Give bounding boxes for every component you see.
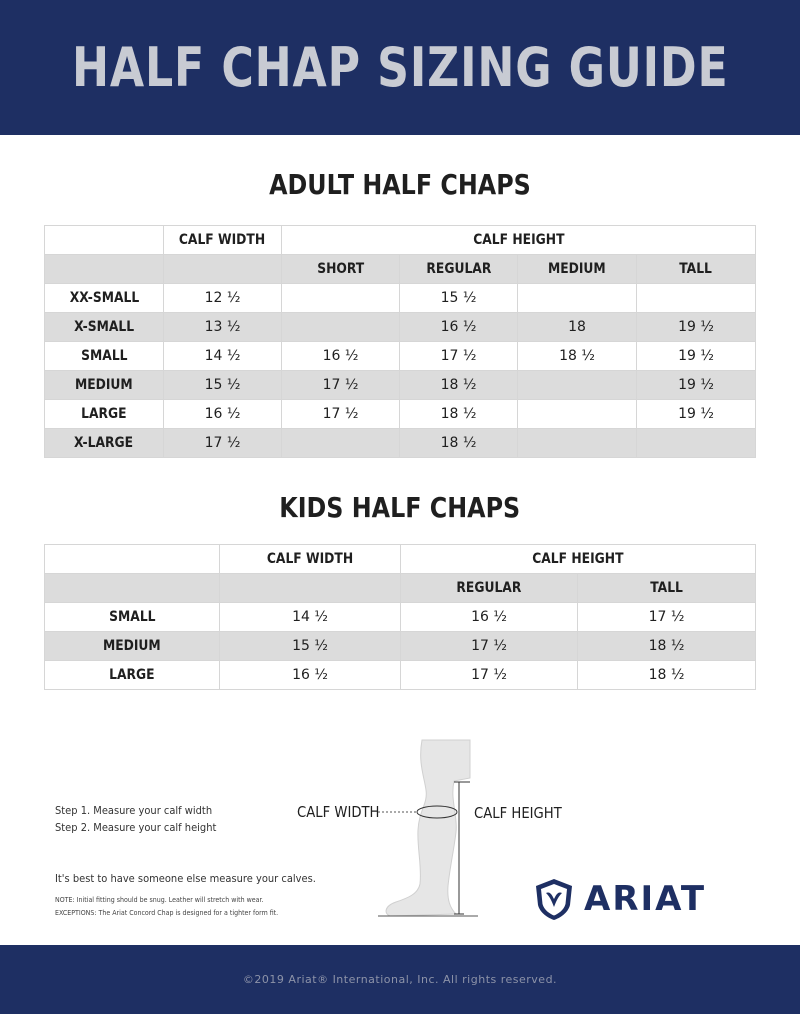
table-cell <box>164 255 282 284</box>
row-label: MEDIUM <box>45 371 164 400</box>
table-cell: 18 ½ <box>400 371 518 400</box>
row-label: SMALL <box>45 342 164 371</box>
exceptions-note: EXCEPTIONS: The Ariat Concord Chap is designed for a tighter form fit. <box>55 909 279 917</box>
column-header-regular: REGULAR <box>401 574 578 603</box>
table-cell <box>45 545 220 574</box>
adult-section-title: ADULT HALF CHAPS <box>269 168 531 201</box>
table-cell <box>518 284 637 313</box>
table-cell <box>45 255 164 284</box>
column-header-calf-width: CALF WIDTH <box>220 545 401 574</box>
table-cell: 18 <box>518 313 637 342</box>
table-cell <box>637 284 756 313</box>
table-row <box>45 603 756 632</box>
row-label: X-SMALL <box>45 313 164 342</box>
row-label: MEDIUM <box>45 632 220 661</box>
table-cell: 17 ½ <box>401 632 578 661</box>
table-cell: 18 ½ <box>578 661 756 690</box>
column-header-medium: MEDIUM <box>518 255 637 284</box>
table-row <box>45 342 756 371</box>
table-cell: 18 ½ <box>578 632 756 661</box>
table-cell: 19 ½ <box>637 342 756 371</box>
table-cell: 15 ½ <box>164 371 282 400</box>
table-cell: 19 ½ <box>637 371 756 400</box>
table-cell <box>282 313 400 342</box>
ariat-shield-icon <box>532 877 576 921</box>
table-header-row <box>45 226 756 255</box>
column-header-tall: TALL <box>637 255 756 284</box>
calf-height-label: CALF HEIGHT <box>474 804 562 822</box>
table-cell: 17 ½ <box>164 429 282 458</box>
table-cell: 16 ½ <box>401 603 578 632</box>
table-cell: 17 ½ <box>400 342 518 371</box>
leg-measurement-illustration <box>370 738 480 923</box>
column-header-short: SHORT <box>282 255 400 284</box>
table-cell <box>282 429 400 458</box>
row-label: LARGE <box>45 661 220 690</box>
adult-sizing-table <box>44 225 756 458</box>
table-cell: 16 ½ <box>164 400 282 429</box>
table-cell: 15 ½ <box>400 284 518 313</box>
page-header <box>0 0 800 135</box>
table-cell <box>220 574 401 603</box>
table-cell: 14 ½ <box>164 342 282 371</box>
table-cell: 15 ½ <box>220 632 401 661</box>
table-row <box>45 284 756 313</box>
ariat-logo <box>532 874 747 924</box>
table-cell: 17 ½ <box>401 661 578 690</box>
table-cell: 17 ½ <box>282 400 400 429</box>
ariat-wordmark: ARIAT <box>584 879 707 919</box>
table-cell <box>518 371 637 400</box>
table-row <box>45 429 756 458</box>
table-row <box>45 313 756 342</box>
table-cell: 14 ½ <box>220 603 401 632</box>
step-1-text: Step 1. Measure your calf width <box>55 804 213 817</box>
measurement-steps <box>55 802 234 836</box>
table-row <box>45 661 756 690</box>
calf-width-label: CALF WIDTH <box>297 803 380 821</box>
kids-sizing-table <box>44 544 756 690</box>
table-cell: 17 ½ <box>282 371 400 400</box>
row-label: SMALL <box>45 603 220 632</box>
table-cell: 19 ½ <box>637 313 756 342</box>
copyright-text: ©2019 Ariat® International, Inc. All rights reserved. <box>242 973 558 986</box>
row-label: XX-SMALL <box>45 284 164 313</box>
column-header-regular: REGULAR <box>400 255 518 284</box>
table-cell: 18 ½ <box>518 342 637 371</box>
table-subheader-row <box>45 255 756 284</box>
step-2-text: Step 2. Measure your calf height <box>55 821 217 834</box>
table-row <box>45 371 756 400</box>
table-header-row <box>45 545 756 574</box>
table-cell: 19 ½ <box>637 400 756 429</box>
column-header-tall: TALL <box>578 574 756 603</box>
table-cell <box>518 400 637 429</box>
page-title: HALF CHAP SIZING GUIDE <box>71 36 729 99</box>
table-cell: 18 ½ <box>400 429 518 458</box>
table-subheader-row <box>45 574 756 603</box>
table-cell: 18 ½ <box>400 400 518 429</box>
table-cell <box>637 429 756 458</box>
table-cell <box>518 429 637 458</box>
leg-silhouette <box>386 740 470 916</box>
table-cell <box>45 574 220 603</box>
table-cell: 16 ½ <box>282 342 400 371</box>
kids-section-title: KIDS HALF CHAPS <box>279 491 521 524</box>
table-cell: 17 ½ <box>578 603 756 632</box>
table-cell: 16 ½ <box>220 661 401 690</box>
row-label: LARGE <box>45 400 164 429</box>
table-cell: 12 ½ <box>164 284 282 313</box>
measurement-tip: It's best to have someone else measure your calves. <box>55 872 316 885</box>
table-cell <box>282 284 400 313</box>
column-header-calf-width: CALF WIDTH <box>164 226 282 255</box>
fitting-note: NOTE: Initial fitting should be snug. Leather will stretch with wear. <box>55 896 264 904</box>
row-label: X-LARGE <box>45 429 164 458</box>
table-cell: 13 ½ <box>164 313 282 342</box>
column-header-calf-height: CALF HEIGHT <box>282 226 756 255</box>
column-header-calf-height: CALF HEIGHT <box>401 545 756 574</box>
page-footer <box>0 945 800 1014</box>
table-cell: 16 ½ <box>400 313 518 342</box>
table-row <box>45 400 756 429</box>
table-row <box>45 632 756 661</box>
table-cell <box>45 226 164 255</box>
